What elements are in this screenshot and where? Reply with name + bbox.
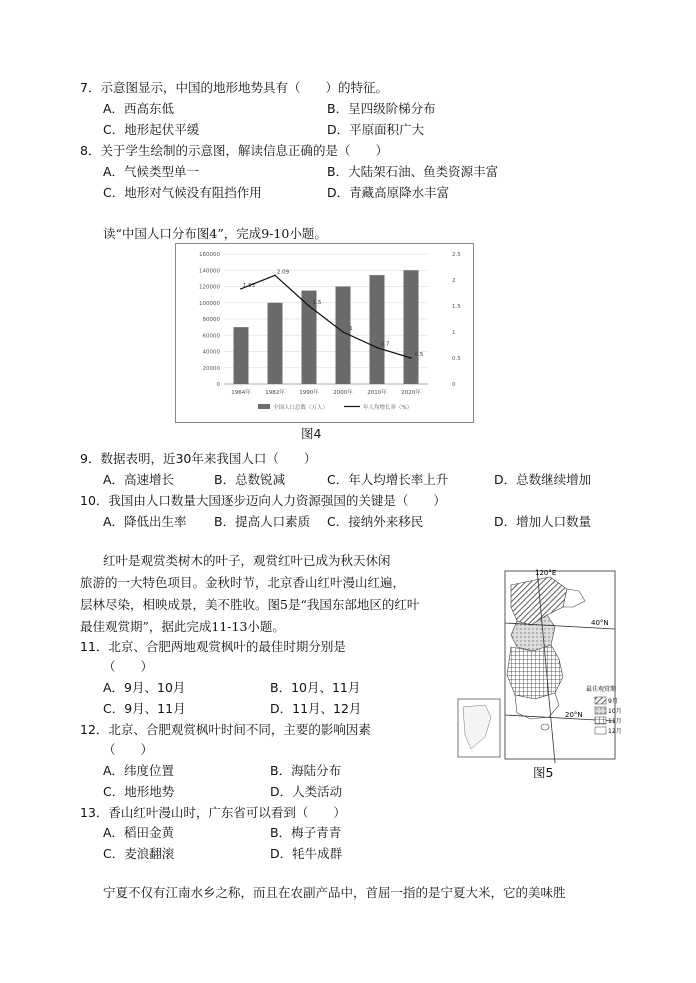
right-axis-tick: 2.5 — [452, 252, 461, 258]
q9-option-b: B．总数锐减 — [214, 472, 286, 487]
q9-option-c: C．年人均增长率上升 — [327, 472, 449, 487]
q11-option-b: B．10月、11月 — [270, 680, 361, 695]
q12-paren: （ ） — [103, 742, 154, 757]
q11-option-a: A．9月、10月 — [103, 680, 186, 695]
figure5-map — [455, 567, 620, 765]
q10-option-c: C．接纳外来移民 — [327, 514, 424, 529]
legend-swatch-november — [595, 717, 606, 724]
q11-option-d: D．11月、12月 — [270, 701, 362, 716]
passage-line-3: 层林尽染，相映成景，美不胜收。图5是“我国东部地区的红叶 — [80, 597, 420, 612]
q8-option-d: D．青藏高原降水丰富 — [327, 185, 450, 200]
q7-option-d: D．平原面积广大 — [327, 122, 425, 137]
legend-swatch-population — [258, 404, 270, 409]
figure5-map-svg — [455, 567, 620, 765]
q13-option-a: A．稻田金黄 — [103, 825, 175, 840]
q9-option-d: D．总数继续增加 — [494, 472, 592, 487]
q11-stem: 11．北京、合肥两地观赏枫叶的最佳时期分别是 — [80, 639, 346, 654]
line-data-label: 1.5 — [312, 300, 322, 306]
left-axis-tick: 140000 — [199, 268, 220, 275]
legend-label-december: 12月 — [608, 728, 622, 735]
q11-option-c: C．9月、11月 — [103, 701, 186, 716]
legend-title: 最佳观赏期 — [585, 686, 617, 693]
right-axis-tick: 0.5 — [452, 356, 461, 362]
line-point — [308, 305, 310, 307]
lat-20n-label: 20°N — [565, 711, 583, 719]
right-axis-tick: 1 — [452, 330, 456, 336]
right-axis-tick: 1.5 — [452, 304, 461, 310]
line-data-label: 1.83 — [242, 282, 256, 289]
line-data-label: 0.5 — [414, 352, 424, 358]
map-region-november — [507, 645, 563, 699]
left-axis-tick: 120000 — [199, 284, 220, 291]
line-data-label: 1 — [349, 326, 353, 332]
q12-stem: 12．北京、合肥观赏枫叶时间不同，主要的影响因素 — [80, 722, 371, 737]
line-point — [376, 347, 378, 349]
q8-stem: 8．关于学生绘制的示意图，解读信息正确的是（ ） — [80, 143, 388, 158]
line-data-label: 2.09 — [276, 269, 290, 276]
q12-option-d: D．人类活动 — [270, 784, 343, 799]
q13-option-d: D．牦牛成群 — [270, 846, 343, 861]
bar — [370, 275, 385, 384]
population-chart — [175, 243, 474, 423]
legend-swatch-september — [595, 697, 606, 704]
lon-120e-label: 120°E — [535, 568, 557, 577]
left-axis-tick: 80000 — [202, 317, 220, 323]
x-axis-tick: 1990年 — [299, 390, 319, 396]
line-point — [410, 357, 412, 359]
q7-stem: 7．示意图显示，中国的地形地势具有（ ）的特征。 — [80, 80, 388, 95]
q10-option-d: D．增加人口数量 — [494, 514, 592, 529]
legend-label-september: 9月 — [608, 698, 618, 705]
q8-option-b: B．大陆架石油、鱼类资源丰富 — [327, 164, 499, 179]
lat-40n-label: 40°N — [591, 619, 609, 627]
q10-option-a: A．降低出生率 — [103, 514, 187, 529]
legend-label-population: 全国人口总数（万人） — [273, 405, 329, 411]
population-chart-svg — [176, 244, 473, 422]
left-axis-tick: 40000 — [202, 349, 220, 356]
q10-stem: 10．我国由人口数量大国逐步迈向人力资源强国的关键是（ ） — [80, 493, 446, 508]
line-point — [240, 288, 242, 290]
right-axis-tick: 2 — [452, 278, 456, 284]
legend-label-november: 11月 — [608, 718, 622, 725]
left-axis-tick: 160000 — [199, 252, 220, 258]
left-axis-tick: 100000 — [199, 300, 220, 307]
legend-label-october: 10月 — [608, 708, 622, 715]
q9-option-a: A．高速增长 — [103, 472, 175, 487]
legend-swatch-december — [595, 727, 606, 734]
figure4-caption: 图4 — [301, 426, 322, 441]
bar — [268, 303, 283, 384]
q8-option-c: C．地形对气候没有阻挡作用 — [103, 185, 262, 200]
q13-stem: 13．香山红叶漫山时，广东省可以看到（ ） — [80, 805, 346, 820]
passage-line-2: 旅游的一大特色项目。金秋时节，北京香山红叶漫山红遍， — [80, 575, 406, 590]
trailing-passage-line: 宁夏不仅有江南水乡之称，而且在农副产品中，首屈一指的是宁夏大米，它的美味胜 — [103, 885, 566, 900]
q7-option-c: C．地形起伏平缓 — [103, 122, 200, 137]
legend-label-growth: 年人均增长率（%） — [363, 405, 413, 411]
q7-option-b: B．呈四级阶梯分布 — [327, 101, 436, 116]
q12-option-a: A．纬度位置 — [103, 763, 175, 778]
q8-option-a: A．气候类型单一 — [103, 164, 200, 179]
bar — [234, 327, 249, 384]
q9-stem: 9．数据表明，近30年来我国人口（ ） — [80, 451, 317, 466]
map-island — [541, 724, 549, 730]
bar — [404, 270, 419, 384]
passage-line-4: 最佳观赏期”，据此完成11-13小题。 — [80, 619, 285, 634]
bar — [336, 287, 351, 385]
left-axis-tick: 0 — [216, 382, 220, 388]
intro-9-10: 读“中国人口分布图4”，完成9-10小题。 — [103, 226, 327, 241]
q13-option-b: B．梅子青青 — [270, 825, 342, 840]
left-axis-tick: 20000 — [202, 365, 220, 372]
x-axis-tick: 1964年 — [231, 390, 251, 396]
x-axis-tick: 2010年 — [367, 390, 387, 396]
q11-paren: （ ） — [103, 659, 154, 674]
q10-option-b: B．提高人口素质 — [214, 514, 311, 529]
x-axis-tick: 1982年 — [265, 390, 285, 396]
passage-line-1: 红叶是观赏类树木的叶子，观赏红叶已成为秋天休闲 — [103, 553, 391, 568]
legend-swatch-october — [595, 707, 606, 714]
line-point — [342, 331, 344, 333]
figure5-caption: 图5 — [533, 765, 554, 780]
x-axis-tick: 2020年 — [401, 390, 421, 396]
q13-option-c: C．麦浪翻滚 — [103, 846, 175, 861]
line-point — [274, 275, 276, 277]
left-axis-tick: 60000 — [202, 333, 220, 340]
q12-option-b: B．海陆分布 — [270, 763, 342, 778]
x-axis-tick: 2000年 — [333, 390, 353, 396]
line-data-label: 0.7 — [380, 341, 390, 348]
q12-option-c: C．地形地势 — [103, 784, 175, 799]
q7-option-a: A．西高东低 — [103, 101, 175, 116]
right-axis-tick: 0 — [452, 382, 456, 388]
